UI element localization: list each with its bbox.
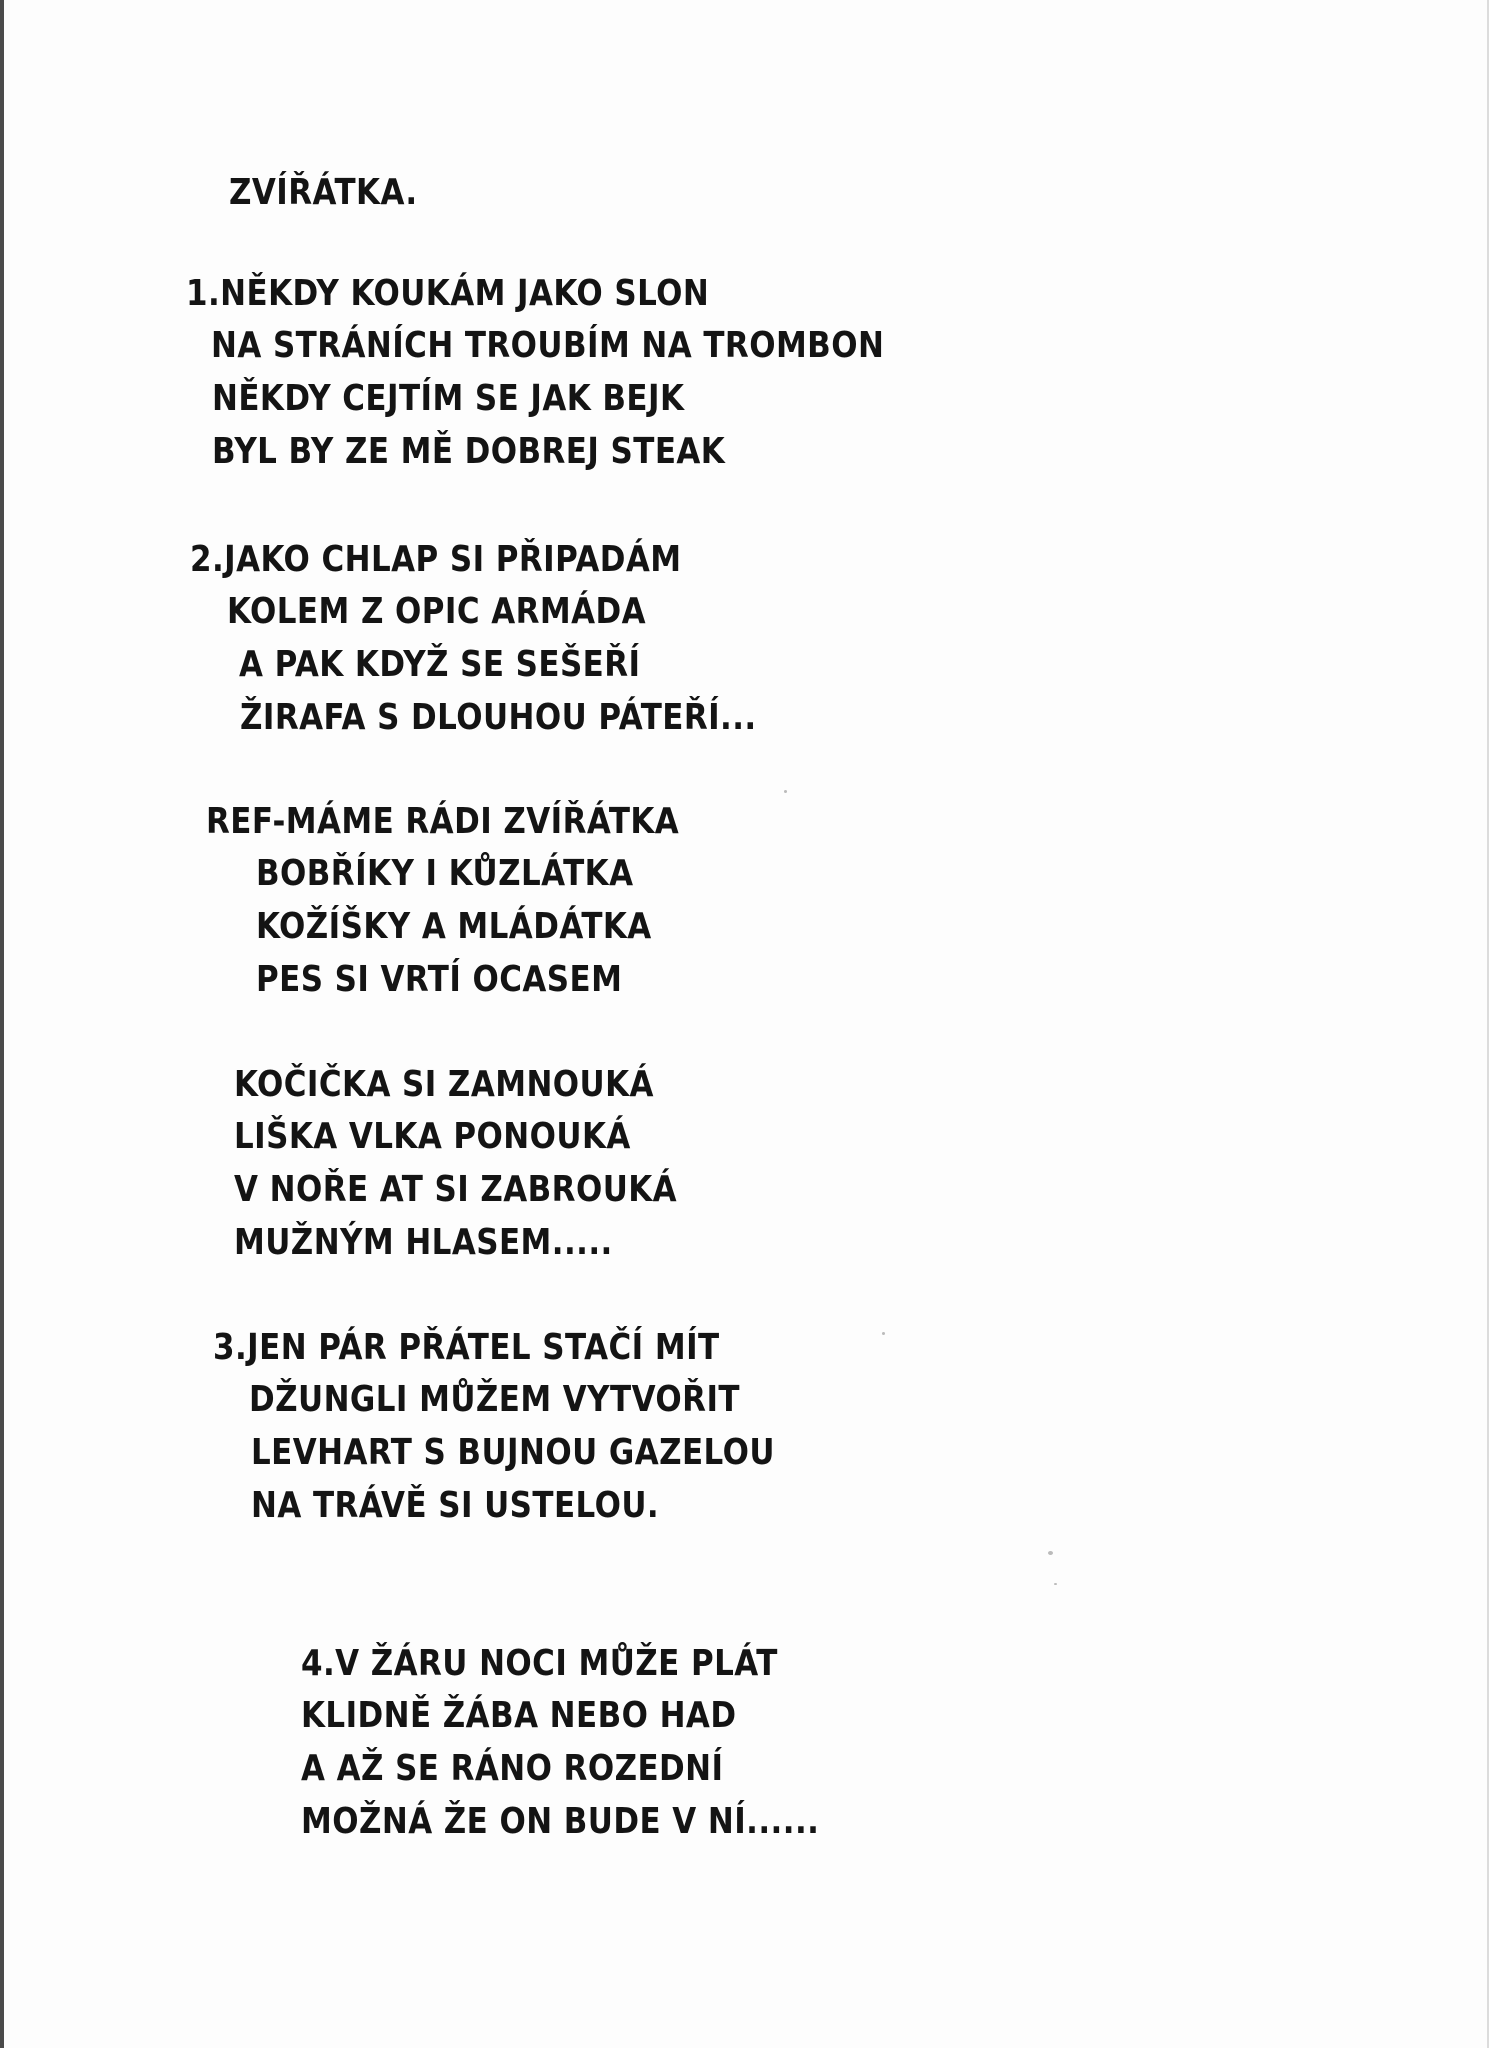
- refrain-line: MUŽNÝM HLASEM.....: [234, 1222, 613, 1263]
- verse2-line: A PAK KDYŽ SE SEŠEŘÍ: [239, 644, 641, 685]
- refrain-line: BOBŘÍKY I KŮZLÁTKA: [256, 853, 634, 894]
- scan-speck: [1048, 1551, 1053, 1555]
- refrain-line: KOČIČKA SI ZAMNOUKÁ: [234, 1064, 654, 1105]
- verse3-line: DŽUNGLI MŮŽEM VYTVOŘIT: [249, 1379, 740, 1420]
- verse1-line: BYL BY ZE MĚ DOBREJ STEAK: [212, 431, 726, 472]
- verse1-line: NA STRÁNÍCH TROUBÍM NA TROMBON: [211, 325, 885, 366]
- song-title: ZVÍŘÁTKA.: [229, 172, 418, 213]
- scan-speck: [784, 790, 787, 793]
- refrain-line: REF-MÁME RÁDI ZVÍŘÁTKA: [206, 801, 680, 842]
- scan-edge-left: [0, 0, 4, 2048]
- refrain-line: LIŠKA VLKA PONOUKÁ: [234, 1116, 631, 1157]
- verse3-line: LEVHART S BUJNOU GAZELOU: [251, 1432, 775, 1473]
- verse4-line: A AŽ SE RÁNO ROZEDNÍ: [301, 1748, 724, 1789]
- refrain-line: PES SI VRTÍ OCASEM: [256, 959, 623, 1000]
- verse2-line: KOLEM Z OPIC ARMÁDA: [227, 591, 647, 632]
- refrain-line: V NOŘE AT SI ZABROUKÁ: [234, 1169, 678, 1210]
- verse4-line: 4.V ŽÁRU NOCI MŮŽE PLÁT: [301, 1643, 778, 1684]
- verse3-line: 3.JEN PÁR PŘÁTEL STAČÍ MÍT: [213, 1327, 720, 1368]
- refrain-line: KOŽÍŠKY A MLÁDÁTKA: [256, 906, 652, 947]
- scan-speck: [882, 1332, 885, 1335]
- verse2-line: ŽIRAFA S DLOUHOU PÁTEŘÍ...: [240, 697, 757, 738]
- verse2-line: 2.JAKO CHLAP SI PŘIPADÁM: [190, 539, 682, 580]
- verse1-line: NĚKDY CEJTÍM SE JAK BEJK: [212, 378, 685, 419]
- verse1-line: 1.NĚKDY KOUKÁM JAKO SLON: [186, 273, 710, 314]
- verse4-line: KLIDNĚ ŽÁBA NEBO HAD: [301, 1695, 737, 1736]
- verse3-line: NA TRÁVĚ SI USTELOU.: [251, 1485, 660, 1526]
- scan-speck: [1054, 1583, 1057, 1585]
- verse4-line: MOŽNÁ ŽE ON BUDE V NÍ......: [301, 1801, 820, 1842]
